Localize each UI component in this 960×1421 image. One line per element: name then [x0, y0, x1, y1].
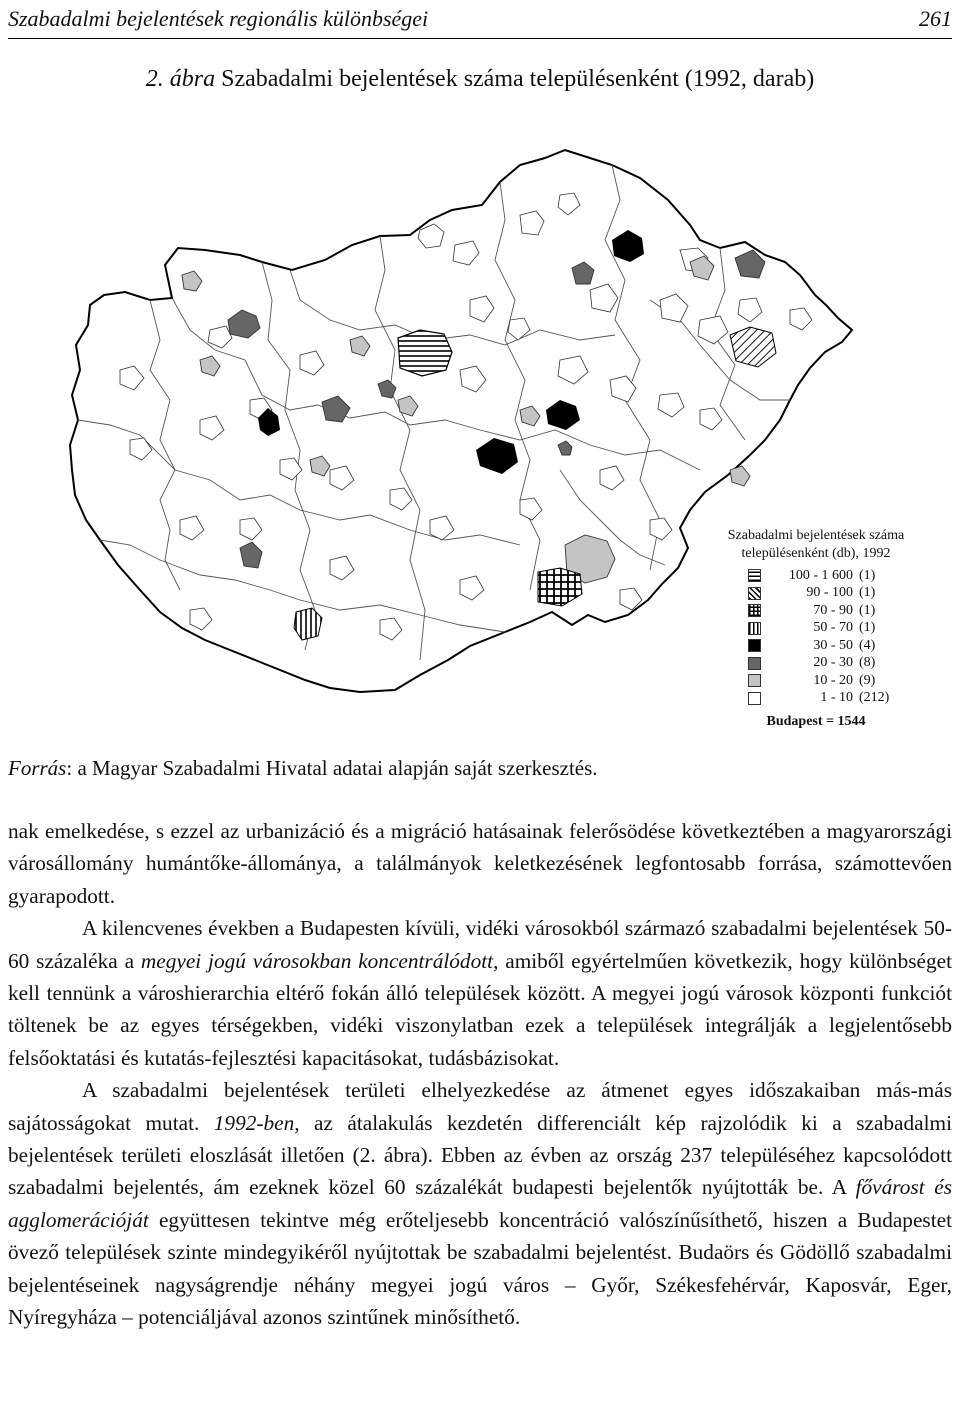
legend-row — [748, 567, 922, 585]
legend-row — [748, 620, 922, 638]
legend-title-line1: Szabadalmi bejelentések száma — [727, 528, 905, 543]
p2-text-a: A kilencvenes években a Budapesten kívüli, vidéki városokból származó szabadalmi bejelentések 50-60 százaléka a — [8, 916, 952, 973]
legend-row — [748, 602, 922, 620]
p2-emphasis: megyei jogú városokban koncentrálódott — [140, 948, 494, 973]
figure-caption: Szabadalmi bejelentések száma településenként (1992, darab) — [221, 66, 815, 92]
legend-swatch-light — [748, 674, 761, 687]
figure-source — [8, 756, 598, 781]
legend-swatch-dark — [748, 657, 761, 670]
legend-swatch-vlines — [748, 622, 761, 635]
legend-range: 1 - 10 — [820, 690, 853, 706]
map-legend — [710, 527, 922, 731]
legend-budapest-note: Budapest = 1544 — [766, 714, 866, 729]
legend-row — [748, 637, 922, 655]
legend-range: 90 - 100 — [806, 585, 853, 601]
legend-count: (9) — [859, 672, 876, 688]
legend-range: 30 - 50 — [813, 637, 853, 653]
paragraph-3 — [8, 1074, 952, 1333]
legend-count: (8) — [859, 655, 876, 671]
legend-row — [748, 585, 922, 603]
legend-range: 70 - 90 — [813, 602, 853, 618]
legend-row — [748, 655, 922, 673]
running-title: Szabadalmi bejelentések regionális különbségei — [8, 6, 429, 31]
source-label: Forrás — [8, 756, 67, 780]
body-text — [8, 815, 952, 1334]
legend-title-line2: településenként (db), 1992 — [741, 546, 891, 561]
paragraph-2 — [8, 912, 952, 1074]
figure-label: 2. ábra — [145, 66, 216, 92]
legend-swatch-grid — [748, 604, 761, 617]
legend-swatch-hlines — [748, 569, 761, 582]
budapest-region — [398, 330, 452, 376]
legend-row — [748, 690, 922, 708]
p3-text-c: együttesen tekintve még erőteljesebb koncentráció valószínűsíthető, hiszen a Budapestet övező települések szinte mindegyikéről nyújtottak be szabadalmi bejelentést. Budaörs és Gödöllő szabadalmi bejelentéseinek nagyságrendje néhány megyei jogú város – Győr, Székesfehérvár, Kaposvár, Eger, Nyíregyháza – potenciáljával azonos szintűnek minősíthető. — [8, 1207, 952, 1330]
figure-title — [0, 66, 960, 93]
legend-swatch-black — [748, 639, 761, 652]
legend-count: (1) — [859, 602, 876, 618]
legend-range: 20 - 30 — [813, 655, 853, 671]
p3-emphasis-2: fővárost és agglomerációját — [8, 1175, 952, 1232]
legend-count: (1) — [859, 567, 876, 583]
legend-count: (1) — [859, 585, 876, 601]
light-region — [730, 466, 750, 486]
legend-count: (1) — [859, 620, 876, 636]
legend-count: (212) — [859, 690, 890, 706]
p3-emphasis-1: 1992-ben — [213, 1110, 295, 1135]
legend-range: 10 - 20 — [813, 672, 853, 688]
source-text: : a Magyar Szabadalmi Hivatal adatai alapján saját szerkesztés. — [66, 756, 598, 780]
legend-swatch-diag — [748, 587, 761, 600]
p3-text-a: A szabadalmi bejelentések területi elhelyezkedése az átmenet egyes időszakaiban más-más sajátosságokat mutat. — [8, 1078, 952, 1135]
p3-text-b: , az átalakulás kezdetén differenciált kép rajzolódik ki a szabadalmi bejelentések területi eloszlását illetően (2. ábra). Ebben az évben az ország 237 településéhez kapcsolódott szabadalmi bejelentés, ám ezeknek közel 60 százalékát budapesti bejelentők nyújtották be. A — [8, 1110, 952, 1200]
page-number: 261 — [919, 6, 952, 31]
legend-row — [748, 672, 922, 690]
p2-text-b: , amiből egyértelműen következik, hogy különbséget kell tennünk a városhierarchia eltérő fokán álló települések között. A megyei jogú városok központi funkciót töltenek be az egyes térségekben, vidéki viszonylatban ezek a települések integrálják a legjelentősebb felsőoktatási és kutatás-fejlesztési kapacitásokat, tudásbázisokat. — [8, 948, 952, 1070]
legend-swatch-white — [748, 692, 761, 705]
legend-rows — [748, 567, 922, 707]
legend-count: (4) — [859, 637, 876, 653]
legend-range: 100 - 1 600 — [788, 567, 853, 583]
running-header — [8, 0, 952, 39]
paragraph-1: nak emelkedése, s ezzel az urbanizáció és a migráció hatásainak felerősödése következtében a magyarországi városállomány humántőke-állománya, a találmányok keletkezésének legfontosabb forrása, számottevően gyarapodott. — [8, 819, 952, 908]
legend-range: 50 - 70 — [813, 620, 853, 636]
